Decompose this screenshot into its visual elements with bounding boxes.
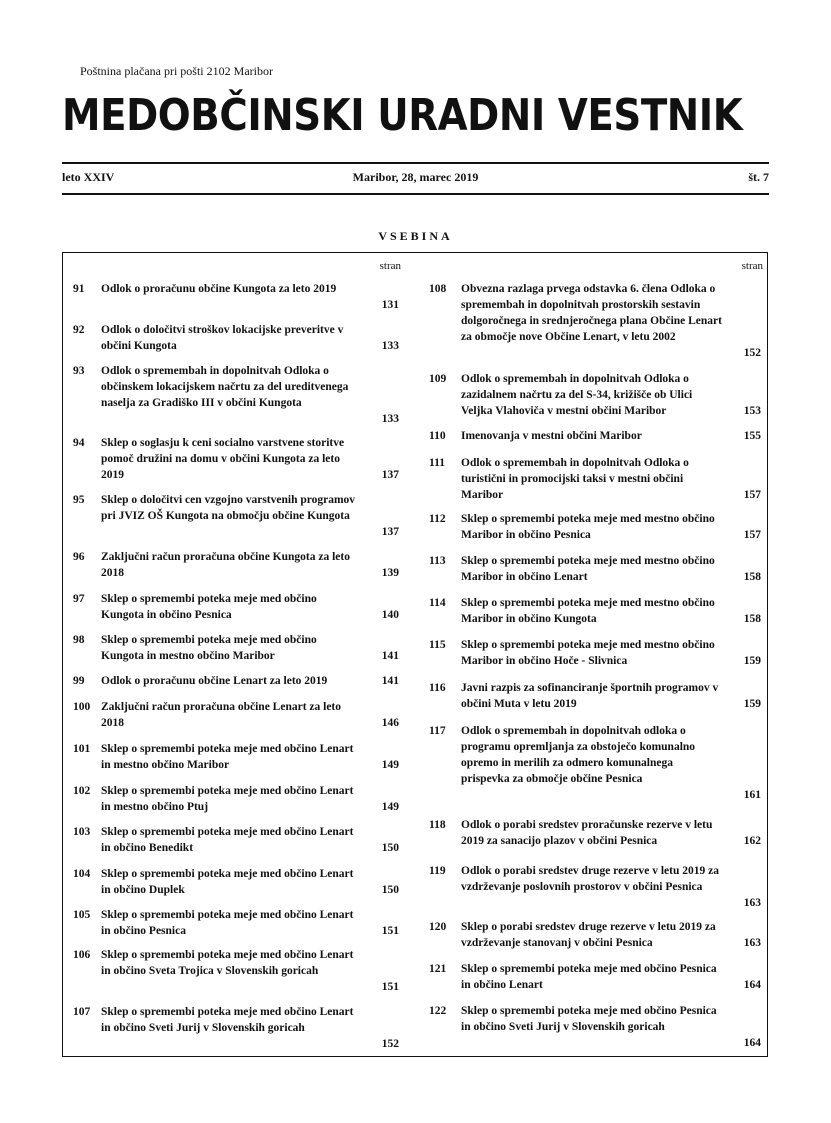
- entry-number: 107: [73, 1006, 91, 1018]
- entry-title: Odlok o proračunu občine Kungota za leto 2019: [101, 283, 337, 295]
- entry-title: Sklep o spremembi poteka meje med občino Lenart in občino Benedikt: [101, 826, 354, 854]
- contents-heading: VSEBINA: [378, 229, 453, 243]
- contents-entry: [429, 723, 763, 803]
- entry-title: Sklep o porabi sredstev druge rezerve v letu 2019 za vzdrževanje stanovanj v občini Pesnica: [461, 921, 716, 949]
- entry-title: Sklep o spremembi poteka meje med občino Kungota in mestno občino Maribor: [101, 634, 317, 662]
- entry-number: 99: [73, 675, 85, 687]
- entry-title: Sklep o spremembi poteka meje med mestno občino Maribor in občino Lenart: [461, 555, 715, 583]
- masthead-title: MEDOBČINSKI URADNI VESTNIK: [62, 90, 743, 141]
- entry-page: 150: [381, 842, 399, 854]
- entry-number: 119: [429, 865, 446, 877]
- entry-title: Odlok o porabi sredstev druge rezerve v letu 2019 za vzdrževanje poslovnih prostorov v občini Pesnica: [461, 865, 719, 893]
- entry-page: 149: [381, 759, 399, 771]
- entry-number: 118: [429, 819, 446, 831]
- entry-page: 157: [743, 489, 761, 501]
- entry-number: 113: [429, 555, 446, 567]
- volume-label: leto XXIV: [62, 170, 115, 184]
- entry-page: 152: [743, 347, 761, 359]
- entry-page: 161: [743, 789, 761, 801]
- entry-title: Sklep o spremembi poteka meje med občino Lenart in občino Pesnica: [101, 909, 354, 937]
- entry-page: 152: [381, 1038, 399, 1050]
- contents-entry: [69, 673, 401, 689]
- entry-page: 133: [381, 340, 399, 352]
- entry-page: 164: [743, 979, 761, 991]
- issue-date: Maribor, 28, marec 2019: [352, 170, 479, 184]
- contents-entry: [69, 435, 401, 483]
- issue-number: št. 7: [748, 170, 769, 184]
- entry-page: 140: [381, 609, 399, 621]
- entry-page: 163: [743, 897, 761, 909]
- contents-entry: [69, 322, 401, 354]
- entry-number: 105: [73, 909, 91, 921]
- header-rule-bottom: [62, 193, 769, 195]
- entry-number: 109: [429, 373, 447, 385]
- entry-number: 102: [73, 785, 91, 797]
- contents-entry: [429, 371, 763, 419]
- entry-number: 122: [429, 1005, 447, 1017]
- contents-entry: [69, 699, 401, 731]
- entry-title: Sklep o spremembi poteka meje med mestno občino Maribor in občino Kungota: [461, 597, 715, 625]
- entry-page: 155: [743, 430, 761, 442]
- entry-number: 120: [429, 921, 447, 933]
- contents-entry: [429, 680, 763, 712]
- entry-title: Sklep o spremembi poteka meje med občino Lenart in mestno občino Maribor: [101, 743, 354, 771]
- entry-number: 116: [429, 682, 446, 694]
- entry-title: Zaključni račun proračuna občine Lenart za leto 2018: [101, 701, 342, 729]
- entry-page: 159: [743, 698, 761, 710]
- contents-entry: [429, 637, 763, 669]
- entry-number: 96: [73, 551, 85, 563]
- contents-entry: [69, 591, 401, 623]
- entry-number: 106: [73, 949, 91, 961]
- contents-entry: [69, 824, 401, 856]
- entry-page: 141: [381, 675, 399, 687]
- contents-entry: [69, 1004, 401, 1052]
- entry-title: Obvezna razlaga prvega odstavka 6. člena Odloka o spremembah in dopolnitvah prostorskih sestavin dolgoročnega in srednjeročnega plana Občine Lenart za območje nove Občine Lenart, v letu 2002: [461, 283, 722, 343]
- entry-number: 117: [429, 725, 446, 737]
- contents-entry: [429, 428, 763, 444]
- entry-title: Odlok o spremembah in dopolnitvah Odloka o turistični in promocijski taksi v mestni občini Maribor: [461, 457, 689, 501]
- contents-entry: [69, 632, 401, 664]
- entry-page: 158: [743, 613, 761, 625]
- entry-number: 92: [73, 324, 85, 336]
- entry-title: Sklep o spremembi poteka meje med občino Pesnica in občino Sveti Jurij v Slovenskih goricah: [461, 1005, 717, 1033]
- contents-entry: [69, 363, 401, 427]
- entry-number: 112: [429, 513, 446, 525]
- contents-entry: [429, 817, 763, 849]
- entry-number: 111: [429, 457, 445, 469]
- header-rule-top: [62, 162, 769, 164]
- page-column-label: stran: [741, 260, 763, 272]
- entry-title: Odlok o proračunu občine Lenart za leto 2019: [101, 675, 328, 687]
- entry-number: 94: [73, 437, 85, 449]
- entry-title: Odlok o spremembah in dopolnitvah Odloka o občinskem lokacijskem načrtu za del ureditvenega naselja za Gradiško III v občini Kungota: [101, 365, 349, 409]
- contents-entry: [69, 549, 401, 581]
- entry-page: 150: [381, 884, 399, 896]
- contents-entry: [69, 492, 401, 540]
- contents-entry: [429, 919, 763, 951]
- entry-title: Sklep o spremembi poteka meje med občino Lenart in občino Sveta Trojica v Slovenskih goricah: [101, 949, 354, 977]
- entry-title: Sklep o spremembi poteka meje med mestno občino Maribor in občino Hoče - Slivnica: [461, 639, 715, 667]
- entry-title: Sklep o spremembi poteka meje med občino Pesnica in občino Lenart: [461, 963, 717, 991]
- entry-number: 108: [429, 283, 447, 295]
- entry-page: 151: [381, 981, 399, 993]
- entry-number: 114: [429, 597, 446, 609]
- contents-entry: [429, 455, 763, 503]
- page-column-label: stran: [379, 260, 401, 272]
- entry-title: Sklep o spremembi poteka meje med občino Kungota in občino Pesnica: [101, 593, 317, 621]
- entry-number: 115: [429, 639, 446, 651]
- contents-entry: [69, 783, 401, 815]
- entry-page: 153: [743, 405, 761, 417]
- entry-title: Sklep o spremembi poteka meje med mestno občino Maribor in občino Pesnica: [461, 513, 715, 541]
- entry-number: 104: [73, 868, 91, 880]
- entry-page: 137: [381, 469, 399, 481]
- entry-title: Imenovanja v mestni občini Maribor: [461, 430, 642, 442]
- contents-entry: [429, 1003, 763, 1051]
- entry-title: Odlok o porabi sredstev proračunske rezerve v letu 2019 za sanacijo plazov v občini Pesnica: [461, 819, 713, 847]
- entry-title: Zaključni račun proračuna občine Kungota za leto 2018: [101, 551, 350, 579]
- entry-number: 97: [73, 593, 85, 605]
- entry-title: Sklep o določitvi cen vzgojno varstvenih programov pri JVIZ OŠ Kungota na območju občine Kungota: [101, 494, 356, 522]
- contents-entry: [429, 595, 763, 627]
- contents-entry: [69, 281, 401, 313]
- entry-title: Javni razpis za sofinanciranje športnih programov v občini Muta v letu 2019: [461, 682, 719, 710]
- entry-title: Sklep o spremembi poteka meje med občino Lenart in občino Sveti Jurij v Slovenskih goricah: [101, 1006, 354, 1034]
- entry-page: 146: [381, 717, 399, 729]
- contents-entry: [69, 741, 401, 773]
- entry-number: 100: [73, 701, 91, 713]
- entry-number: 98: [73, 634, 85, 646]
- entry-page: 131: [381, 299, 399, 311]
- entry-page: 141: [381, 650, 399, 662]
- entry-title: Odlok o spremembah in dopolnitvah odloka o programu opremljanja za obstoječo komunalno opremo in merilih za odmero komunalnega prispevka za območje občine Pesnica: [461, 725, 696, 785]
- entry-page: 164: [743, 1037, 761, 1049]
- entry-page: 149: [381, 801, 399, 813]
- entry-page: 158: [743, 571, 761, 583]
- entry-page: 139: [381, 567, 399, 579]
- entry-number: 103: [73, 826, 91, 838]
- postage-note: Poštnina plačana pri pošti 2102 Maribor: [80, 64, 273, 78]
- contents-entry: [429, 961, 763, 993]
- contents-entry: [69, 907, 401, 939]
- entry-number: 110: [429, 430, 446, 442]
- entry-page: 137: [381, 526, 399, 538]
- contents-entry: [429, 511, 763, 543]
- entry-title: Sklep o soglasju k ceni socialno varstvene storitve pomoč družini na domu v občini Kungota za leto 2019: [101, 437, 345, 481]
- contents-entry: [429, 281, 763, 361]
- entry-page: 151: [381, 925, 399, 937]
- entry-number: 91: [73, 283, 85, 295]
- entry-page: 157: [743, 529, 761, 541]
- entry-page: 163: [743, 937, 761, 949]
- entry-number: 93: [73, 365, 85, 377]
- entry-page: 162: [743, 835, 761, 847]
- contents-entry: [429, 863, 763, 911]
- contents-entry: [429, 553, 763, 585]
- entry-title: Odlok o spremembah in dopolnitvah Odloka o zazidalnem načrtu za del S-34, križišče ob Ulici Veljka Vlahoviča v mestni občini Maribor: [461, 373, 693, 417]
- contents-entry: [69, 947, 401, 995]
- entry-number: 95: [73, 494, 85, 506]
- entry-page: 133: [381, 413, 399, 425]
- entry-number: 101: [73, 743, 91, 755]
- entry-title: Sklep o spremembi poteka meje med občino Lenart in mestno občino Ptuj: [101, 785, 354, 813]
- entry-title: Sklep o spremembi poteka meje med občino Lenart in občino Duplek: [101, 868, 354, 896]
- contents-box: [62, 252, 768, 1057]
- entry-page: 159: [743, 655, 761, 667]
- entry-title: Odlok o določitvi stroškov lokacijske preveritve v občini Kungota: [101, 324, 344, 352]
- contents-entry: [69, 866, 401, 898]
- entry-number: 121: [429, 963, 447, 975]
